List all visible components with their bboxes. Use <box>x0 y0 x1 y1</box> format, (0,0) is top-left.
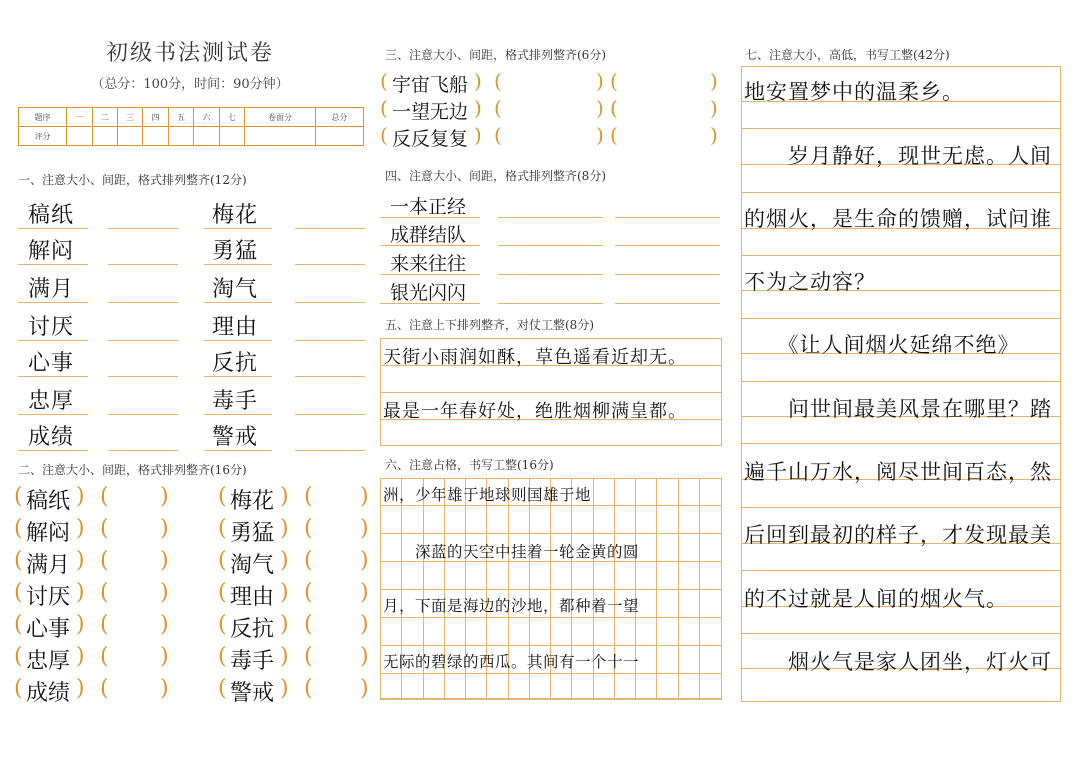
writing-blank-line[interactable] <box>295 264 365 265</box>
answer-slot[interactable] <box>112 550 160 576</box>
open-paren: ( <box>380 96 388 120</box>
section6-line: 月，下面是海边的沙地，都种着一望 <box>383 597 640 615</box>
underline <box>204 264 272 265</box>
answer-slot[interactable] <box>316 486 360 512</box>
underline <box>380 274 480 275</box>
open-paren: ( <box>304 644 313 669</box>
practice-word: 反反复复 <box>392 128 469 150</box>
practice-word: 成群结队 <box>390 224 467 246</box>
writing-blank-line[interactable] <box>615 245 720 246</box>
practice-word: 来来往往 <box>390 253 467 275</box>
score-input-cell[interactable] <box>92 127 117 146</box>
close-paren: ) <box>596 69 604 93</box>
underline <box>204 376 272 377</box>
open-paren: ( <box>100 676 109 701</box>
open-paren: ( <box>610 69 618 93</box>
open-paren: ( <box>14 580 23 605</box>
open-paren: ( <box>610 96 618 120</box>
writing-blank-line[interactable] <box>108 228 178 229</box>
underline <box>18 414 88 415</box>
close-paren: ) <box>76 644 85 669</box>
practice-word: 淘气 <box>212 277 259 302</box>
open-paren: ( <box>100 644 109 669</box>
section5-rule <box>380 392 722 393</box>
section4-header: 四、注意大小、间距，格式排列整齐(8分) <box>385 169 606 183</box>
grid-rule <box>380 673 722 674</box>
open-paren: ( <box>218 612 227 637</box>
close-paren: ) <box>710 69 718 93</box>
close-paren: ) <box>596 123 604 147</box>
practice-word: 忠厚 <box>28 389 75 414</box>
close-paren: ) <box>160 612 169 637</box>
practice-word: 一本正经 <box>390 196 467 218</box>
writing-blank-line[interactable] <box>498 217 603 218</box>
score-cell: 一 <box>67 108 92 127</box>
close-paren: ) <box>76 516 85 541</box>
writing-line: 的不过就是人间的烟火气。 <box>744 587 1008 611</box>
page-subtitle: （总分：100分，时间：90分钟） <box>91 77 289 92</box>
score-input-cell[interactable] <box>219 127 244 146</box>
writing-blank-line[interactable] <box>295 414 365 415</box>
close-paren: ) <box>160 484 169 509</box>
page-title: 初级书法测试卷 <box>105 41 274 66</box>
section7-header: 七、注意大小，高低，书写工整(42分) <box>745 48 950 62</box>
practice-word: 勇猛 <box>230 521 275 546</box>
practice-word: 满月 <box>26 553 71 578</box>
underline <box>18 340 88 341</box>
open-paren: ( <box>304 548 313 573</box>
score-input-cell[interactable] <box>143 127 168 146</box>
close-paren: ) <box>474 123 482 147</box>
section1-header: 一、注意大小、间距，格式排列整齐(12分) <box>18 173 247 187</box>
underline <box>18 376 88 377</box>
close-paren: ) <box>710 123 718 147</box>
close-paren: ) <box>360 676 369 701</box>
writing-line: 烟火气是家人团坐，灯火可 <box>744 650 1052 674</box>
close-paren: ) <box>474 69 482 93</box>
score-table-score-row <box>19 127 364 146</box>
close-paren: ) <box>360 644 369 669</box>
answer-slot[interactable] <box>112 486 160 512</box>
answer-slot[interactable] <box>506 126 596 148</box>
answer-slot[interactable] <box>316 678 360 704</box>
section5-line: 天街小雨润如酥，草色遥看近却无。 <box>383 347 687 368</box>
close-paren: ) <box>76 580 85 605</box>
score-cell: 七 <box>219 108 244 127</box>
grid-rule <box>380 533 722 534</box>
close-paren: ) <box>280 516 289 541</box>
open-paren: ( <box>100 516 109 541</box>
practice-word: 银光闪闪 <box>390 282 467 304</box>
ruled-line <box>741 128 1061 129</box>
score-cell: 四 <box>143 108 168 127</box>
answer-slot[interactable] <box>506 72 596 94</box>
writing-blank-line[interactable] <box>615 303 720 304</box>
practice-word: 稿纸 <box>26 489 71 514</box>
underline <box>18 264 88 265</box>
grid-column-rule <box>656 478 657 698</box>
writing-line: 不为之动容？ <box>744 270 876 294</box>
practice-word: 警戒 <box>212 425 259 450</box>
open-paren: ( <box>304 580 313 605</box>
open-paren: ( <box>14 516 23 541</box>
practice-word: 忠厚 <box>26 649 71 674</box>
practice-word: 毒手 <box>212 389 259 414</box>
open-paren: ( <box>100 580 109 605</box>
practice-word: 讨厌 <box>28 315 75 340</box>
practice-word: 宇宙飞船 <box>392 74 469 96</box>
open-paren: ( <box>218 676 227 701</box>
close-paren: ) <box>360 548 369 573</box>
underline <box>204 340 272 341</box>
practice-word: 梅花 <box>230 489 275 514</box>
underline <box>380 217 480 218</box>
close-paren: ) <box>710 96 718 120</box>
underline <box>204 450 272 451</box>
close-paren: ) <box>160 516 169 541</box>
close-paren: ) <box>280 548 289 573</box>
close-paren: ) <box>160 548 169 573</box>
writing-line: 《让人间烟火延绵不绝》 <box>744 333 1020 357</box>
writing-blank-line[interactable] <box>108 302 178 303</box>
close-paren: ) <box>280 612 289 637</box>
score-cell: 三 <box>117 108 142 127</box>
ruled-line <box>741 443 1061 444</box>
ruled-line <box>741 381 1061 382</box>
open-paren: ( <box>610 123 618 147</box>
answer-slot[interactable] <box>112 646 160 672</box>
answer-slot[interactable] <box>316 646 360 672</box>
writing-blank-line[interactable] <box>108 450 178 451</box>
score-input-cell[interactable] <box>117 127 142 146</box>
section5-header: 五、注意上下排列整齐，对仗工整(8分) <box>385 318 594 332</box>
close-paren: ) <box>280 676 289 701</box>
open-paren: ( <box>304 676 313 701</box>
open-paren: ( <box>100 548 109 573</box>
open-paren: ( <box>218 580 227 605</box>
writing-line: 的烟火，是生命的馈赠，试问谁 <box>744 207 1052 231</box>
underline <box>18 450 88 451</box>
writing-blank-line[interactable] <box>108 264 178 265</box>
ruled-line <box>741 318 1061 319</box>
writing-line: 地安置梦中的温柔乡。 <box>744 80 964 104</box>
practice-word: 稿纸 <box>28 203 75 228</box>
answer-slot[interactable] <box>112 614 160 640</box>
underline <box>380 245 480 246</box>
answer-slot[interactable] <box>622 126 708 148</box>
practice-word: 反抗 <box>230 617 275 642</box>
writing-line: 问世间最美风景在哪里？踏 <box>744 397 1052 421</box>
writing-line: 后回到最初的样子，才发现最美 <box>744 523 1052 547</box>
underline <box>204 302 272 303</box>
close-paren: ) <box>360 612 369 637</box>
section6-line: 洲，少年雄于地球则国雄于地 <box>383 486 592 504</box>
answer-slot[interactable] <box>316 582 360 608</box>
writing-blank-line[interactable] <box>295 228 365 229</box>
section6-line: 深蓝的天空中挂着一轮金黄的圆 <box>383 543 640 561</box>
section6-header: 六、注意占格，书写工整(16分) <box>385 458 554 472</box>
open-paren: ( <box>494 69 502 93</box>
answer-slot[interactable] <box>622 99 708 121</box>
answer-slot[interactable] <box>316 614 360 640</box>
writing-blank-line[interactable] <box>108 376 178 377</box>
answer-slot[interactable] <box>112 678 160 704</box>
writing-blank-line[interactable] <box>615 274 720 275</box>
close-paren: ) <box>76 548 85 573</box>
answer-slot[interactable] <box>112 518 160 544</box>
open-paren: ( <box>14 612 23 637</box>
close-paren: ) <box>280 580 289 605</box>
practice-word: 毒手 <box>230 649 275 674</box>
open-paren: ( <box>14 484 23 509</box>
ruled-line <box>741 633 1061 634</box>
practice-word: 勇猛 <box>212 239 259 264</box>
ruled-line <box>741 570 1061 571</box>
score-table-header-row <box>19 108 364 127</box>
writing-blank-line[interactable] <box>615 217 720 218</box>
grid-column-rule <box>699 478 700 698</box>
score-input-cell[interactable] <box>168 127 193 146</box>
open-paren: ( <box>304 612 313 637</box>
close-paren: ) <box>76 484 85 509</box>
close-paren: ) <box>360 516 369 541</box>
grid-rule <box>380 589 722 590</box>
ruled-line <box>741 255 1061 256</box>
practice-word: 讨厌 <box>26 585 71 610</box>
score-cell: 题序 <box>19 108 67 127</box>
writing-blank-line[interactable] <box>108 340 178 341</box>
writing-blank-line[interactable] <box>108 414 178 415</box>
writing-line: 岁月静好，现世无虑。人间 <box>744 144 1052 168</box>
close-paren: ) <box>160 580 169 605</box>
practice-word: 解闷 <box>26 521 71 546</box>
practice-word: 淘气 <box>230 553 275 578</box>
close-paren: ) <box>360 484 369 509</box>
open-paren: ( <box>14 548 23 573</box>
open-paren: ( <box>494 123 502 147</box>
section6-line: 无际的碧绿的西瓜。其间有一个十一 <box>383 653 640 671</box>
writing-blank-line[interactable] <box>498 303 603 304</box>
open-paren: ( <box>494 96 502 120</box>
answer-slot[interactable] <box>316 550 360 576</box>
practice-word: 满月 <box>28 277 75 302</box>
close-paren: ) <box>596 96 604 120</box>
practice-word: 梅花 <box>212 203 259 228</box>
ruled-line <box>741 192 1061 193</box>
score-input-cell[interactable] <box>67 127 92 146</box>
open-paren: ( <box>100 612 109 637</box>
score-cell: 五 <box>168 108 193 127</box>
practice-word: 理由 <box>212 315 259 340</box>
open-paren: ( <box>218 516 227 541</box>
underline <box>380 303 480 304</box>
writing-blank-line[interactable] <box>498 274 603 275</box>
grid-rule <box>380 505 722 506</box>
score-cell: 评分 <box>19 127 67 146</box>
practice-word: 心事 <box>26 617 71 642</box>
score-cell: 卷面分 <box>245 108 316 127</box>
section2-header: 二、注意大小、间距，格式排列整齐(16分) <box>18 463 247 477</box>
open-paren: ( <box>100 484 109 509</box>
answer-slot[interactable] <box>506 99 596 121</box>
writing-blank-line[interactable] <box>498 245 603 246</box>
open-paren: ( <box>218 548 227 573</box>
close-paren: ) <box>280 484 289 509</box>
open-paren: ( <box>380 123 388 147</box>
grid-column-rule <box>678 478 679 698</box>
close-paren: ) <box>160 644 169 669</box>
section5-line: 最是一年春好处，绝胜烟柳满皇都。 <box>383 401 687 422</box>
answer-slot[interactable] <box>622 72 708 94</box>
grid-rule <box>380 478 722 479</box>
practice-word: 成绩 <box>26 681 71 706</box>
underline <box>18 228 88 229</box>
score-cell: 二 <box>92 108 117 127</box>
ruled-line <box>741 507 1061 508</box>
grid-rule <box>380 617 722 618</box>
writing-blank-line[interactable] <box>295 450 365 451</box>
answer-slot[interactable] <box>112 582 160 608</box>
open-paren: ( <box>304 516 313 541</box>
grid-rule <box>380 645 722 646</box>
practice-word: 成绩 <box>28 425 75 450</box>
score-input-cell[interactable] <box>194 127 219 146</box>
close-paren: ) <box>280 644 289 669</box>
writing-line: 遍千山万水，阅尽世间百态，然 <box>744 460 1052 484</box>
close-paren: ) <box>76 612 85 637</box>
practice-word: 解闷 <box>28 239 75 264</box>
open-paren: ( <box>14 676 23 701</box>
open-paren: ( <box>380 69 388 93</box>
practice-word: 理由 <box>230 585 275 610</box>
grid-rule <box>380 698 722 699</box>
underline <box>18 302 88 303</box>
score-input-cell[interactable] <box>245 127 316 146</box>
underline <box>204 228 272 229</box>
practice-word: 反抗 <box>212 351 259 376</box>
close-paren: ) <box>160 676 169 701</box>
close-paren: ) <box>76 676 85 701</box>
score-cell: 总分 <box>315 108 363 127</box>
open-paren: ( <box>14 644 23 669</box>
practice-word: 心事 <box>28 351 75 376</box>
section3-header: 三、注意大小、间距，格式排列整齐(6分) <box>385 48 606 62</box>
underline <box>204 414 272 415</box>
open-paren: ( <box>218 484 227 509</box>
answer-slot[interactable] <box>316 518 360 544</box>
score-input-cell[interactable] <box>315 127 363 146</box>
writing-blank-line[interactable] <box>295 376 365 377</box>
open-paren: ( <box>304 484 313 509</box>
practice-word: 一望无边 <box>392 101 469 123</box>
close-paren: ) <box>360 580 369 605</box>
writing-blank-line[interactable] <box>295 302 365 303</box>
close-paren: ) <box>474 96 482 120</box>
open-paren: ( <box>218 644 227 669</box>
score-cell: 六 <box>194 108 219 127</box>
writing-blank-line[interactable] <box>295 340 365 341</box>
practice-word: 警戒 <box>230 681 275 706</box>
score-table <box>18 107 364 146</box>
